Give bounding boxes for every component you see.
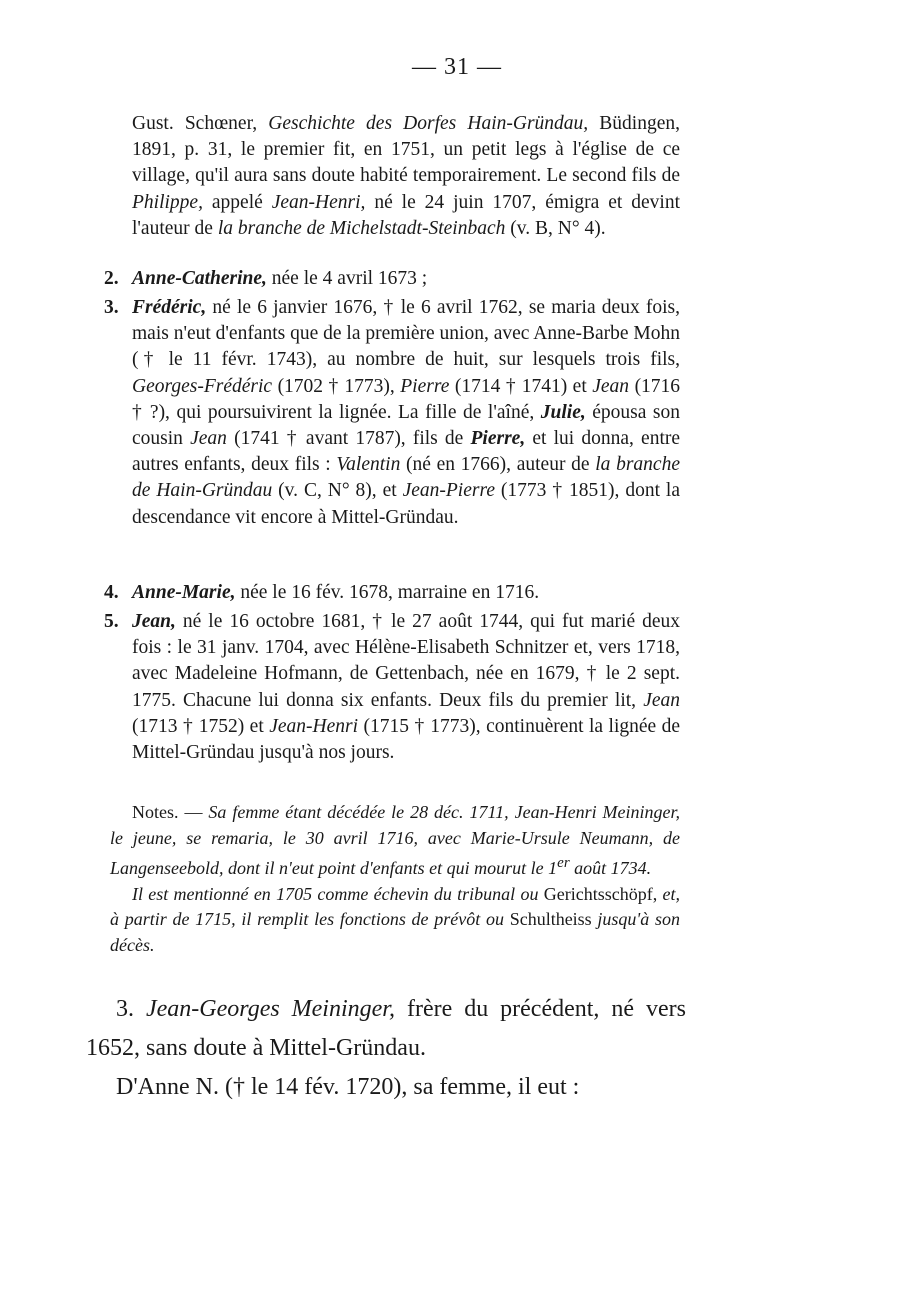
section-paragraph [86, 1068, 686, 1107]
section-number: 3. [116, 996, 134, 1022]
page-number: — 31 — [412, 54, 502, 80]
note-term: Gerichtsschöpf, [543, 883, 658, 904]
item-text: (1715 † 1773), continuèrent la lignée de Mittel-Gründau jusqu'à nos jours. [132, 715, 681, 764]
item-body [132, 609, 680, 766]
list-item [104, 266, 680, 292]
item-text: et lui donna, entre autres enfants, deux fils : [132, 428, 681, 476]
name-pierre: Pierre, [470, 428, 526, 450]
item-text: née le 16 fév. 1678, marraine en 1716. [240, 582, 540, 603]
section-heading-paragraph [86, 990, 686, 1068]
item-text: (1741 † avant 1787), fils de [234, 428, 464, 450]
name-jean-pierre: Jean-Pierre [402, 480, 495, 502]
note-text: et, à partir de 1715, il remplit les fonctions de prévôt ou [110, 883, 681, 929]
intro-book-title: Geschichte des Dorfes Hain-Gründau, [268, 113, 589, 134]
list-item [104, 580, 680, 606]
name-georges-frederic: Georges-Frédéric [132, 375, 273, 397]
item-body [132, 295, 680, 531]
item-number: 3. [104, 297, 119, 318]
intro-body-3: né le 24 juin 1707, émigra et devint l'auteur de [132, 191, 681, 239]
name-jean: Jean [643, 689, 680, 711]
note-superscript: er [557, 855, 570, 871]
notes-block [110, 800, 680, 958]
item-number: 5. [104, 611, 119, 632]
item-text: (1713 † 1752) et [132, 715, 264, 737]
item-text: née le 4 avril 1673 ; [271, 268, 428, 289]
notes-label: Notes. — [132, 802, 203, 822]
name-jean: Jean [592, 375, 630, 397]
intro-body-2: appelé [211, 191, 263, 213]
note-text: Il est mentionné en 1705 comme échevin du tribunal ou [132, 883, 539, 904]
item-text: (1714 † 1741) et [454, 375, 587, 397]
item-text: (né en 1766), auteur de [406, 454, 590, 476]
item-number: 4. [104, 582, 119, 603]
section-text: frère du précédent, né vers 1652, sans doute à Mittel-Gründau. [86, 996, 687, 1061]
item-name: Anne-Catherine, [132, 268, 267, 289]
note-paragraph [110, 882, 680, 959]
note-term: Schultheiss [509, 909, 592, 929]
item-body [132, 266, 680, 292]
item-name: Jean, [132, 611, 176, 632]
item-text: épousa son cousin [132, 401, 681, 450]
name-julie: Julie, [540, 401, 586, 423]
branch-hain-grundau: la branche de Hain-Gründau [132, 454, 680, 502]
section-text: D'Anne N. († le 14 fév. 1720), sa femme, il eut : [116, 1074, 580, 1100]
item-body [132, 580, 680, 606]
intro-text [132, 111, 680, 242]
name-valentin: Valentin [336, 454, 401, 476]
intro-name-philippe: Philippe, [132, 191, 203, 213]
name-jean-henri: Jean-Henri [269, 715, 359, 737]
intro-ref: (v. B, N° 4). [510, 217, 606, 239]
note-text: jusqu'à son décès. [110, 909, 680, 955]
item-text: né le 6 janvier 1676, † le 6 avril 1762, se maria deux fois, mais n'eut d'enfants que de la première union, avec Anne-Barbe Mohn († le 11 févr. 1743), au nombre de huit, sur lesquels trois fils, [132, 297, 680, 371]
item-number: 2. [104, 268, 119, 289]
intro-branch-name: la branche de Michelstadt-Steinbach [217, 217, 506, 239]
section-person-name: Jean-Georges Meininger, [145, 996, 395, 1022]
item-name: Frédéric, [132, 297, 207, 318]
intro-author: Gust. Schœner, [132, 113, 258, 134]
intro-body: Büdingen, 1891, p. 31, le premier fit, en 1751, un petit legs à l'église de ce village, qu'il aura sans doute habité temporairement. Le second fils de [132, 113, 680, 187]
note-text: août 1734. [574, 858, 652, 878]
name-pierre: Pierre [400, 375, 450, 397]
note-text: Sa femme étant décédée le 28 déc. 1711, Jean-Henri Meininger, le jeune, se remaria, le 30 avril 1716, avec Marie-Ursule Neumann, de Langenseebold, dont il n'eut point d'enfants et qui mourut le 1 [110, 802, 681, 878]
item-text: (v. C, N° 8), et [278, 480, 397, 502]
list-item [104, 295, 680, 531]
list-item [104, 609, 680, 766]
intro-name-jean-henri: Jean-Henri, [271, 191, 366, 213]
intro-paragraph [132, 111, 680, 242]
item-text: (1702 † 1773), [277, 375, 395, 397]
name-jean: Jean [190, 428, 227, 450]
note-paragraph [110, 800, 680, 882]
item-text: (1773 † 1851), dont la descendance vit encore à Mittel-Gründau. [132, 480, 681, 528]
item-text: né le 16 octobre 1681, † le 27 août 1744, qui fut marié deux fois : le 31 janv. 1704, avec Hélène-Elisabeth Schnitzer et, vers 1718, avec Madeleine Hofmann, de Gettenbach, née en 1679, † le 2 sept. 1775. Chacune lui donna six enfants. Deux fils du premier lit, [132, 611, 681, 711]
section-entry [86, 990, 686, 1107]
item-name: Anne-Marie, [132, 582, 236, 603]
item-text: (1716 † ?), qui poursuivirent la lignée. La fille de l'aîné, [132, 375, 681, 423]
